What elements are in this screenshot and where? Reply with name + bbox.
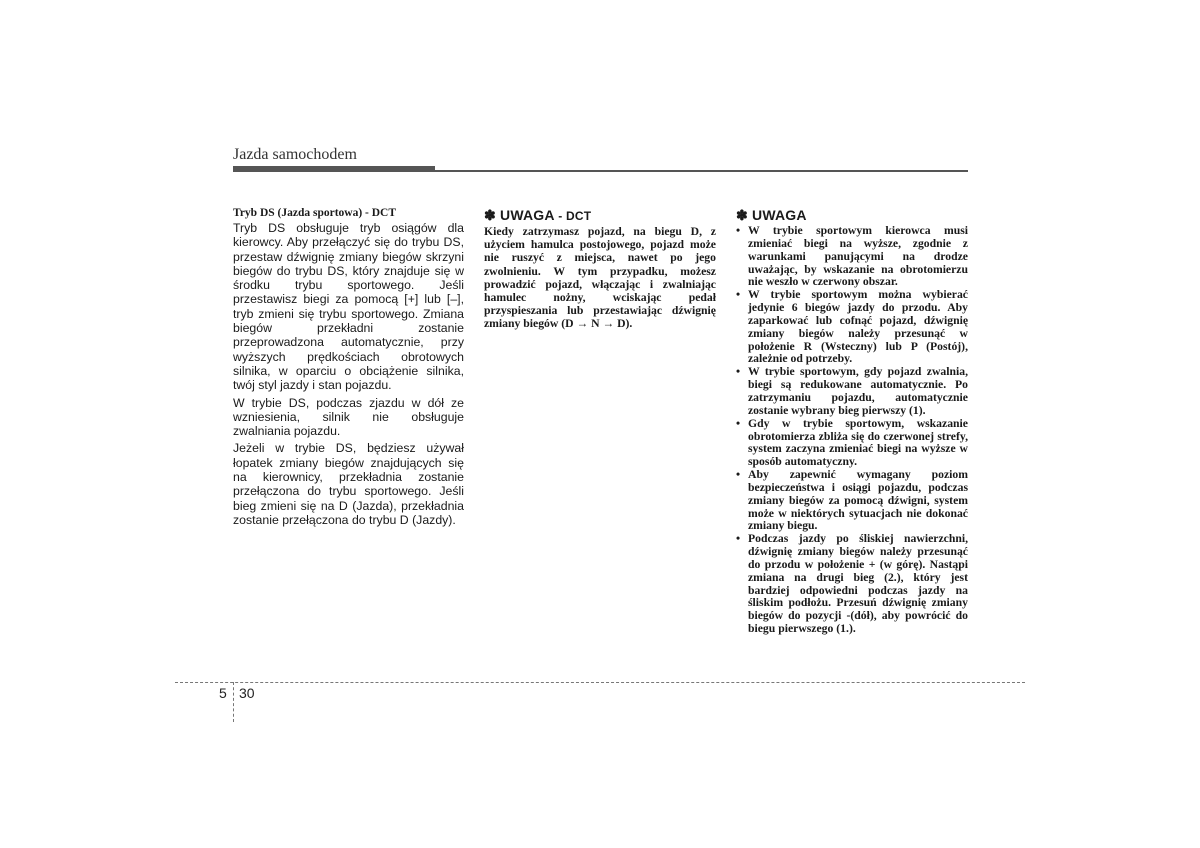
bullet-icon: • [736, 468, 741, 482]
bullet-icon: • [736, 288, 741, 302]
footer-rule [175, 682, 1025, 683]
paragraph: W trybie DS, podczas zjazdu w dół ze wzniesienia, silnik nie obsługuje zwalniania pojazdu. [233, 395, 464, 439]
bullet-icon: • [736, 224, 741, 237]
bullet-text: Podczas jazdy po śliskiej nawierzchni, dźwignię zmiany biegów należy przesunąć do przodu w położenie + (w górę). Nastąpi zmiana na drugi bieg (2.), który jest bardziej odpowiedni podczas jazdy na śliskim podłożu. Przesuń dźwignię zmiany biegów do pozycji -(dół), aby powrócić do biegu pierwszego (1.). [748, 532, 968, 636]
chapter-number: 5 [219, 685, 227, 701]
bullet-icon: • [736, 532, 741, 546]
bullet-item [736, 418, 968, 469]
header-rule-thin [435, 170, 968, 172]
left-column [233, 207, 464, 530]
note-label: UWAGA [500, 207, 555, 223]
bullet-text: W trybie sportowym kierowca musi zmieniać biegi na wyższe, zgodnie z warunkami panującymi na drodze uważając, by wskazanie na obrotomierzu nie weszło w czerwony obszar. [748, 224, 968, 289]
page-header-title: Jazda samochodem [233, 146, 357, 163]
note-asterisk-icon: ✽ [736, 207, 748, 223]
note-asterisk-icon: ✽ [484, 207, 496, 223]
note-heading [736, 207, 968, 224]
bullet-text: W trybie sportowym można wybierać jedynie 6 biegów jazdy do przodu. Aby zaparkować lub cofnąć pojazd, dźwignię zmiany biegów należy przesunąć w położenie R (Wsteczny) lub P (Postój), zależnie od potrzeby. [748, 288, 968, 366]
bullet-item [736, 469, 968, 533]
bullet-text: Gdy w trybie sportowym, wskazanie obrotomierza zbliża się do czerwonej strefy, system zaczyna zmieniać biegi na wyższe w sposób automatyczny. [748, 416, 968, 469]
bullet-icon: • [736, 416, 741, 430]
paragraph: Tryb DS obsługuje tryb osiągów dla kierowcy. Aby przełączyć się do trybu DS, przestaw dźwignię zmiany biegów skrzyni biegów do trybu DS, który znajduje się w środku trybu sportowego. Jeśli przestawisz biegi za pomocą [+] lub [–], tryb zmieni się trybu sportowego. Zmiana biegów przekładni zostanie przeprowadzona automatycznie, przy wyższych prędkościach obrotowych silnika, w oparciu o obciążenie silnika, twój styl jazdy i stan pojazdu. [233, 221, 464, 393]
paragraph: Jeżeli w trybie DS, będziesz używał łopatek zmiany biegów znajdujących się na kierownicy, przekładnia zostanie przełączona do trybu sportowego. Jeśli bieg zmieni się na D (Jazda), przekładnia zostanie przełączona do trybu D (Jazdy). [233, 441, 464, 527]
bullet-item [736, 366, 968, 417]
middle-column [484, 207, 716, 331]
right-column [736, 207, 968, 636]
bullet-text: Aby zapewnić wymagany poziom bezpieczeństwa i osiągi pojazdu, podczas zmiany biegów za pomocą dźwigni, system może w niektórych sytuacjach nie dokonać zmiany biegu. [748, 468, 968, 533]
footer-divider [233, 682, 234, 722]
bullet-text: W trybie sportowym, gdy pojazd zwalnia, biegi są redukowane automatycznie. Po zatrzymaniu pojazdu, automatycznie zostanie wybrany bieg pierwszy (1). [748, 365, 968, 417]
bullet-item [736, 225, 968, 289]
bullet-item [736, 533, 968, 636]
bullet-icon: • [736, 365, 741, 379]
note-suffix: - DCT [558, 209, 592, 223]
note-label: UWAGA [752, 207, 807, 223]
note-bullet-list [736, 225, 968, 636]
section-title: Tryb DS (Jazda sportowa) - DCT [233, 207, 397, 219]
bullet-item [736, 289, 968, 366]
header-rule-thick [233, 166, 435, 172]
note-text: Kiedy zatrzymasz pojazd, na biegu D, z użyciem hamulca postojowego, pojazd może nie ruszyć z miejsca, nawet po jego zwolnieniu. W tym przypadku, możesz prowadzić pojazd, włączając i zwalniając hamulec nożny, wciskając pedał przyspieszania lub przestawiając dźwignię zmiany biegów (D → N → D). [484, 225, 716, 331]
page-number: 30 [239, 685, 255, 701]
note-heading [484, 207, 716, 224]
